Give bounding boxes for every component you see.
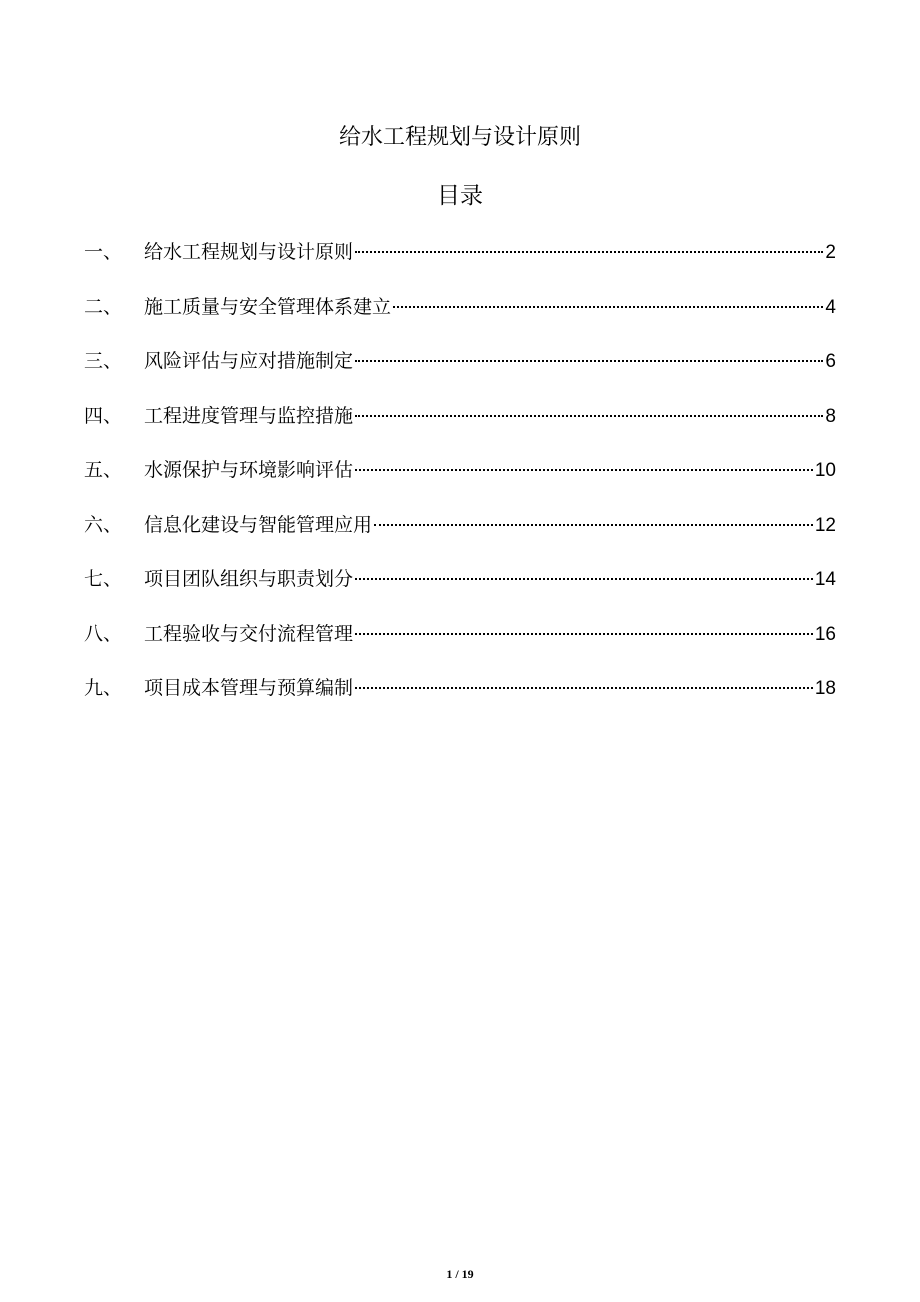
toc-entry-number: 三、 (84, 350, 123, 372)
toc-entry[interactable] (84, 396, 836, 451)
toc-dot-leader (355, 578, 813, 580)
toc-entry-label: 给水工程规划与设计原则 (144, 241, 354, 263)
toc-entry-page: 14 (814, 569, 836, 590)
toc-entry-label: 水源保护与环境影响评估 (144, 459, 354, 481)
toc-entry-page: 8 (825, 405, 836, 427)
toc-entry-number: 四、 (84, 404, 123, 427)
toc-entry-label: 风险评估与应对措施制定 (144, 350, 354, 372)
toc-entry[interactable] (84, 450, 836, 505)
toc-entry-page: 4 (825, 296, 836, 318)
toc-dot-leader (355, 633, 813, 635)
toc-entry[interactable] (84, 559, 836, 614)
toc-entry-label: 项目成本管理与预算编制 (144, 677, 354, 699)
toc-entry[interactable] (84, 614, 836, 669)
toc-entry-number: 七、 (84, 568, 123, 590)
toc-entry-number: 五、 (84, 459, 123, 481)
toc-dot-leader (355, 687, 813, 689)
toc-entry-number: 六、 (84, 513, 123, 536)
toc-entry-label: 工程进度管理与监控措施 (144, 404, 354, 427)
toc-entry-number: 二、 (84, 295, 123, 318)
page-number-footer: 1 / 19 (446, 1267, 474, 1281)
toc-dot-leader (393, 306, 823, 308)
toc-dot-leader (355, 415, 823, 417)
toc-entry[interactable] (84, 668, 836, 723)
toc-entry-label: 施工质量与安全管理体系建立 (144, 295, 392, 318)
toc-entry-page: 6 (825, 351, 836, 372)
toc-dot-leader (355, 469, 813, 471)
toc-entry-page: 12 (814, 514, 836, 536)
toc-dot-leader (355, 360, 823, 362)
toc-entry-page: 16 (814, 623, 836, 645)
toc-entry[interactable] (84, 505, 836, 560)
toc-entry-page: 18 (814, 678, 836, 699)
toc-entry[interactable] (84, 232, 836, 287)
toc-entry[interactable] (84, 341, 836, 396)
toc-entry-number: 八、 (84, 622, 123, 645)
toc-dot-leader (374, 524, 813, 526)
toc-entry-page: 10 (814, 460, 836, 481)
toc-entry-number: 九、 (84, 677, 123, 699)
toc-entry-label: 信息化建设与智能管理应用 (144, 513, 373, 536)
toc-entry-number: 一、 (84, 241, 123, 263)
toc-entry[interactable] (84, 287, 836, 342)
toc-entry-label: 项目团队组织与职责划分 (144, 568, 354, 590)
document-title: 给水工程规划与设计原则 (338, 125, 581, 150)
toc-entry-page: 2 (825, 242, 836, 263)
table-of-contents (84, 232, 836, 723)
toc-dot-leader (355, 251, 823, 253)
toc-entry-label: 工程验收与交付流程管理 (144, 622, 354, 645)
toc-heading: 目录 (437, 183, 483, 209)
